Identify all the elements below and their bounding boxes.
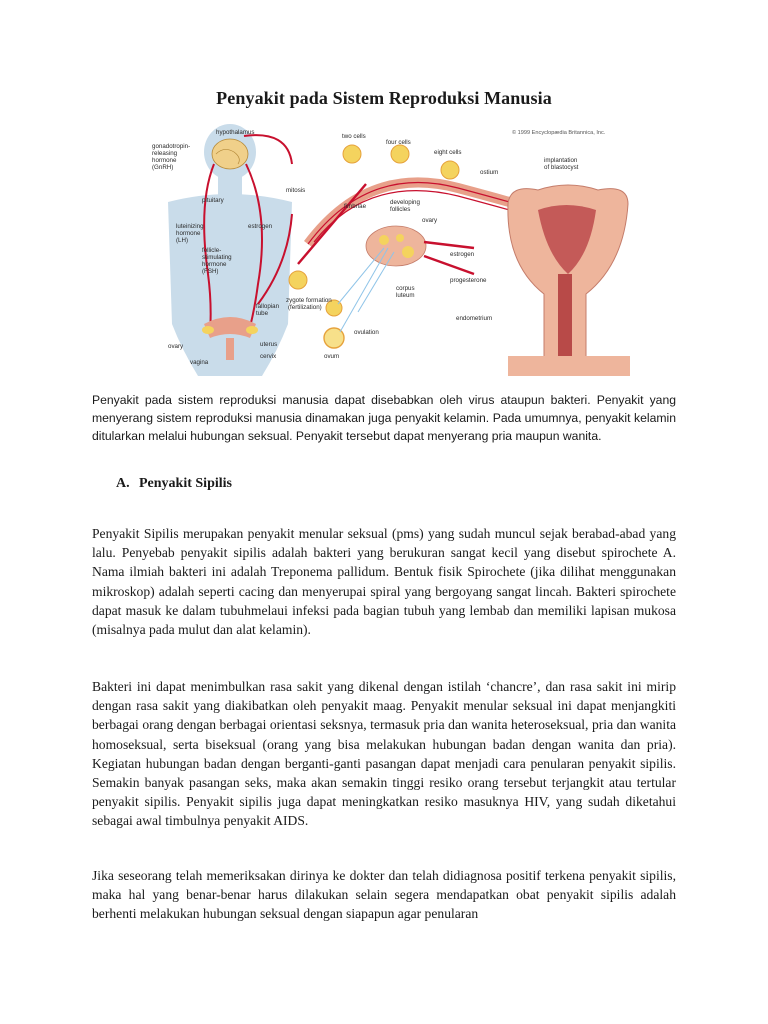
reproduction-diagram [138,124,632,376]
copyright-label: © 1999 Encyclopædia Britannica, Inc. [512,130,606,136]
svg-text:stimulating: stimulating [202,254,232,261]
svg-text:ovum: ovum [324,353,340,360]
svg-text:(LH): (LH) [176,237,189,244]
svg-text:cervix: cervix [260,353,277,360]
brain-icon [212,139,248,169]
svg-text:(FSH): (FSH) [202,268,219,275]
svg-text:(fertilization): (fertilization) [288,304,322,311]
svg-text:hypothalamus: hypothalamus [216,129,255,136]
svg-text:luteum: luteum [396,292,415,299]
svg-text:tube: tube [256,310,269,317]
svg-text:ostium: ostium [480,169,499,176]
svg-text:luteinizing: luteinizing [176,223,204,230]
svg-text:ovulation: ovulation [354,329,379,336]
svg-text:mitosis: mitosis [286,187,306,194]
svg-text:estrogen: estrogen [450,251,475,258]
uterus-icon [508,185,630,376]
svg-text:ovary: ovary [168,343,184,350]
svg-text:follicles: follicles [390,206,411,213]
intro-paragraph: Penyakit pada sistem reproduksi manusia dapat disebabkan oleh virus ataupun bakteri. Penyakit yang menyerang sistem reproduksi manusia dinamakan juga penyakit kelamin. Pada umumnya, penyakit kelamin ditularkan melalui hubungan seksual. Penyakit tersebut dapat menyerang pria maupun wanita. [92,393,676,443]
svg-text:progesterone: progesterone [450,277,487,284]
svg-text:corpus: corpus [396,285,415,292]
page-title: Penyakit pada Sistem Reproduksi Manusia [216,88,552,108]
svg-text:ovary: ovary [422,217,438,224]
svg-text:pituitary: pituitary [202,197,224,204]
svg-text:(GnRH): (GnRH) [152,164,174,171]
svg-text:endometrium: endometrium [456,315,493,322]
svg-text:releasing: releasing [152,150,178,157]
svg-text:of blastocyst: of blastocyst [544,164,579,171]
svg-text:two cells: two cells [342,133,366,140]
svg-text:fallopian: fallopian [256,303,280,310]
section-heading [116,476,232,492]
ovary-icon [366,226,426,266]
svg-text:uterus: uterus [260,341,278,348]
svg-text:estrogen: estrogen [248,223,273,230]
svg-text:follicle-: follicle- [202,247,222,254]
svg-text:fimbriae: fimbriae [344,203,367,210]
svg-text:hormone: hormone [176,230,201,237]
body-paragraph: Penyakit Sipilis merupakan penyakit menular seksual (pms) yang sudah muncul sejak berabad-abad yang lalu. Penyebab penyakit sipilis adalah bakteri yang berukuran sangat kecil yang disebut spirochete A. Nama ilmiah bakteri ini adalah Treponema pallidum. Bentuk fisik Spirochete (jika dilihat menggunakan mikroskop) adalah seperti cacing dan menyerupai spiral yang bergoyang sangat lincah. Bakteri spirochete dapat masuk ke dalam tubuhmelaui infeksi pada bagian tubuh yang lembab dan memiliki lapisan mukosa (misalnya pada mulut dan alat kelamin). [92,526,676,638]
svg-text:hormone: hormone [152,157,177,164]
svg-text:developing: developing [390,199,420,206]
reproduction-diagram-svg [138,124,632,376]
section-title: Penyakit Sipilis [139,476,232,491]
svg-text:gonadotropin-: gonadotropin- [152,143,191,150]
svg-text:implantation: implantation [544,157,578,164]
svg-text:hormone: hormone [202,261,227,268]
section-number: A. [116,476,130,491]
svg-text:four cells: four cells [386,139,411,146]
body-paragraph: Bakteri ini dapat menimbulkan rasa sakit yang dikenal dengan istilah ‘chancre’, dan rasa sakit ini mirip dengan rasa sakit yang diakibatkan oleh penyakit maag. Penyakit menular seksual ini dapat menjangkiti berbagai orang dengan berbagai orientasi seksnya, termasuk pria dan wanita heteroseksual, pria dan wanita homoseksual, serta biseksual (orang yang bisa melakukan hubungan badan dengan wanita dan pria). Kegiatan hubungan badan dengan berganti-ganti pasangan dapat menjadi cara penularan penyakit sipilis. Semakin banyak pasangan seks, maka akan semakin tinggi resiko orang tersebut terjangkit atau tertular penyakit sipilis. Penyakit sipilis juga dapat meningkatkan resiko masuknya HIV, yang sudah diketahui sebagai awal timbulnya penyakit AIDS. [92,679,676,829]
svg-text:vagina: vagina [190,359,209,366]
svg-text:eight cells: eight cells [434,149,462,156]
svg-text:zygote formation: zygote formation [286,297,332,304]
body-paragraph: Jika seseorang telah memeriksakan dirinya ke dokter dan telah didiagnosa positif terkena penyakit sipilis, maka hal yang benar-benar harus dilakukan selain segera mendapatkan obat penyakit sipilis adalah berhenti melakukan hubungan seksual dengan siapapun agar penularan [92,868,676,922]
